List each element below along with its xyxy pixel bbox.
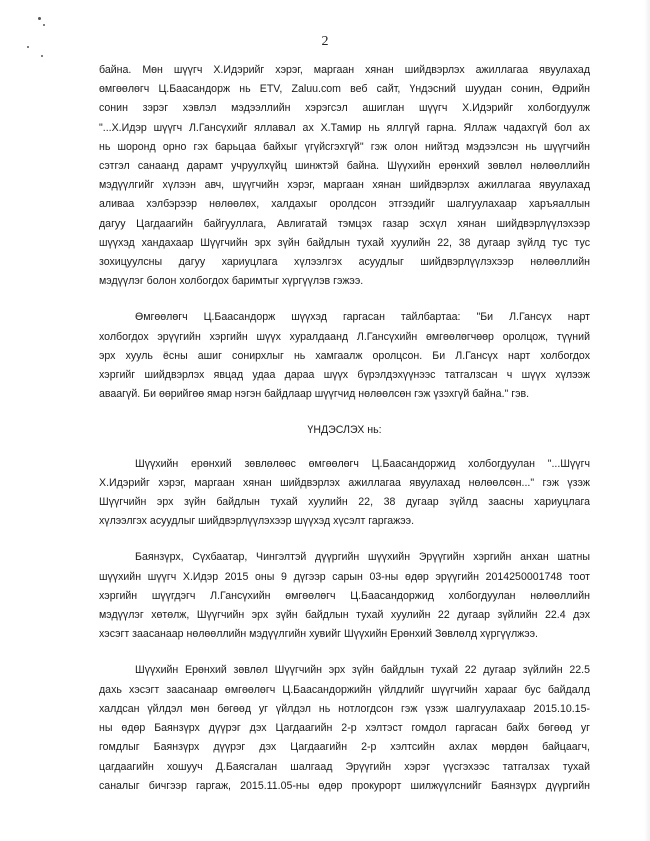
paragraph (99, 548, 590, 644)
text-line: шүүхэд хандахаар Шүүгчийн эрх зүйн байдлын тухай хуулийн 22, 38 дугаар зүйлд тус тус (99, 236, 590, 249)
text-line: Шүүхийн Ерөнхий зөвлөл Шүүгчийн эрх зүйн байдлын тухай 22 дугаар зүйлийн 22.5 (135, 664, 590, 677)
text-line: Шүүхийн ерөнхий зөвлөлөөс өмгөөлөгч Ц.Баасандоржид холбогдуулан "...Шүүгч (135, 457, 590, 470)
text-line: сонин зэрэг хэвлэл мэдээллийн хэрэгсэл ашиглан шүүгч Х.Идэрийг холбогдуулж (99, 102, 590, 115)
text-line: хэсэгт заасанаар нөлөөллийн мэдүүлгийн хувийг Шүүхийн Ерөнхий Зөвлөлд хүргүүлжээ. (99, 628, 538, 641)
page-number: 2 (321, 34, 329, 49)
text-line: цагдаагийн хошууч Д.Баясгалан шалгаад Эрүүгийн хэрэг үүсгэхээс татгалзах тухай (99, 760, 590, 773)
text-line: байна. Мөн шүүгч Х.Идэрийг хэрэг, маргаан хянан шийдвэрлэх ажиллагаа явуулахад (99, 64, 590, 76)
text-line: гомдлыг Баянзүрх дүүрэг дэх Цагдаагийн 2-р хэлтсийн ахлах мөрдөн байцаагч, (99, 741, 590, 754)
scan-edge-shadow (644, 0, 650, 841)
text-line: дахь хэсэгт заасанаар өмгөөлөгч Ц.Баасандоржийн үйлдлийг шүүгчийн харааг бус байдалд (99, 683, 590, 696)
text-line: дагуу Цагдаагийн байгууллага, Авлигатай тэмцэх газар эсхүл хянан шийдвэрлүүлэхээр (99, 217, 590, 230)
text-line: мэдүүлгийг хүлээн авч, шүүгчийн хэрэг, маргаан хянан шийдвэрлэх ажиллагаа явуулахад (99, 179, 590, 192)
text-line: ны өдөр Баянзүрх дүүрэг дэх Цагдаагийн 2-р хэлтэст гомдол гаргасан байх бөгөөд уг (99, 722, 590, 735)
paragraph (99, 308, 590, 404)
document-body (99, 61, 590, 796)
scan-speck (41, 55, 43, 57)
text-line: Х.Идэрийг хэрэг, маргаан хянан шийдвэрлэх ажиллагаа явуулахад нөлөөлсөн..." гэж үзэж (99, 476, 590, 489)
text-line: шүүхийн шүүгч Х.Идэр 2015 оны 9 дүгээр сарын 03-ны өдөр эрүүгийн 2014250001748 тоот (99, 570, 590, 583)
text-line: аливаа хэлбэрээр нөлөөлөх, халдахыг оролдсон этгээдийг шалгуулахаар харъяаллын (99, 198, 590, 211)
scan-speck (38, 17, 41, 20)
text-line: хүлээлгэх асуудлыг шийдвэрлүүлэхээр шүүхэд хүсэлт гаргажээ. (99, 515, 415, 528)
text-line: саналыг бичгээр гаргаж, 2015.11.05-ны өдөр прокурорт шилжүүлснийг Баянзүрх дүүргийн (99, 779, 590, 792)
text-line: зохицуулсны дагуу хариуцлага хүлээлгэх асуудлыг шийдвэрлүүлэхээр нөлөөллийн (99, 256, 590, 269)
text-line: нь шоронд орно гэх барьцаа байхыг үгүйсгэхгүй" гэж олон нийтэд мэдээлсэн нь шүүгчийн (99, 140, 590, 153)
section-heading: ҮНДЭСЛЭХ нь: (307, 424, 382, 437)
text-line: сэтгэл санаанд дарамт учруулхүйц шинжтэй байна. Шүүхийн ерөнхий зөвлөл нөлөөллийн (99, 160, 590, 173)
paragraph (99, 455, 590, 532)
text-line: аваагүй. Би өөрийгөө ямар нэгэн байдлаар шүүгчид нөлөөлсөн гэж үзэхгүй байна." гэв. (99, 388, 530, 401)
text-line: халдсан үйлдэл мөн бөгөөд уг үйлдэл нь нотлогдсон гэж үзэж шалгуулахаар 2015.10.15- (99, 702, 590, 715)
text-line: "...Х.Идэр шүүгч Л.Гансүхийг яллавал ах Х.Тамир нь яллгүй гарна. Яллаж чадахгүй бол ах (99, 121, 590, 134)
text-line: өмгөөлөгч Ц.Баасандорж нь ETV, Zaluu.com веб сайт, Үндэсний шуудан сонин, Өдрийн (99, 83, 590, 96)
text-line: мэдүүлэг болон холбогдох баримтыг хүргүүлэв гэжээ. (99, 275, 364, 288)
paragraph (99, 61, 590, 291)
text-line: эрх хууль ёсны ашиг сонирхлыг нь хамгаалж оролцсон. Би Л.Гансүх нарт холбогдох (99, 349, 590, 362)
text-line: холбогдох эрүүгийн хэргийн шүүх хуралдаанд Л.Гансүхийн өмгөөлөгчөөр оролцож, түүний (99, 330, 590, 343)
text-line: Өмгөөлөгч Ц.Баасандорж шүүхэд гаргасан тайлбартаа: "Би Л.Гансүх нарт (135, 311, 590, 324)
text-line: Баянзүрх, Сүхбаатар, Чингэлтэй дүүргийн шүүхийн Эрүүгийн хэргийн анхан шатны (135, 551, 590, 564)
text-line: хэргийг шийдвэрлэх явцад удаа дараа шүүх бүрэлдэхүүнээс татгалзсан ч шүүх хүлээж (99, 369, 590, 382)
scan-speck (43, 24, 45, 26)
text-line: мэдүүлэг хөтөлж, Шүүгчийн эрх зүйн байдлын тухай хуулийн 22 дугаар зүйлийн 22.4 дэх (99, 609, 590, 622)
paragraph (99, 661, 590, 795)
text-line: Шүүгчийн эрх зүйн байдлын тухай хуулийн 22, 38 дугаар зүйлд заасны хариуцлага (99, 496, 590, 509)
text-line: хэргийн шүүгдэгч Л.Гансүхийн өмгөөлөгч Ц.Баасандоржид холбогдуулан нөлөөллийн (99, 589, 590, 602)
